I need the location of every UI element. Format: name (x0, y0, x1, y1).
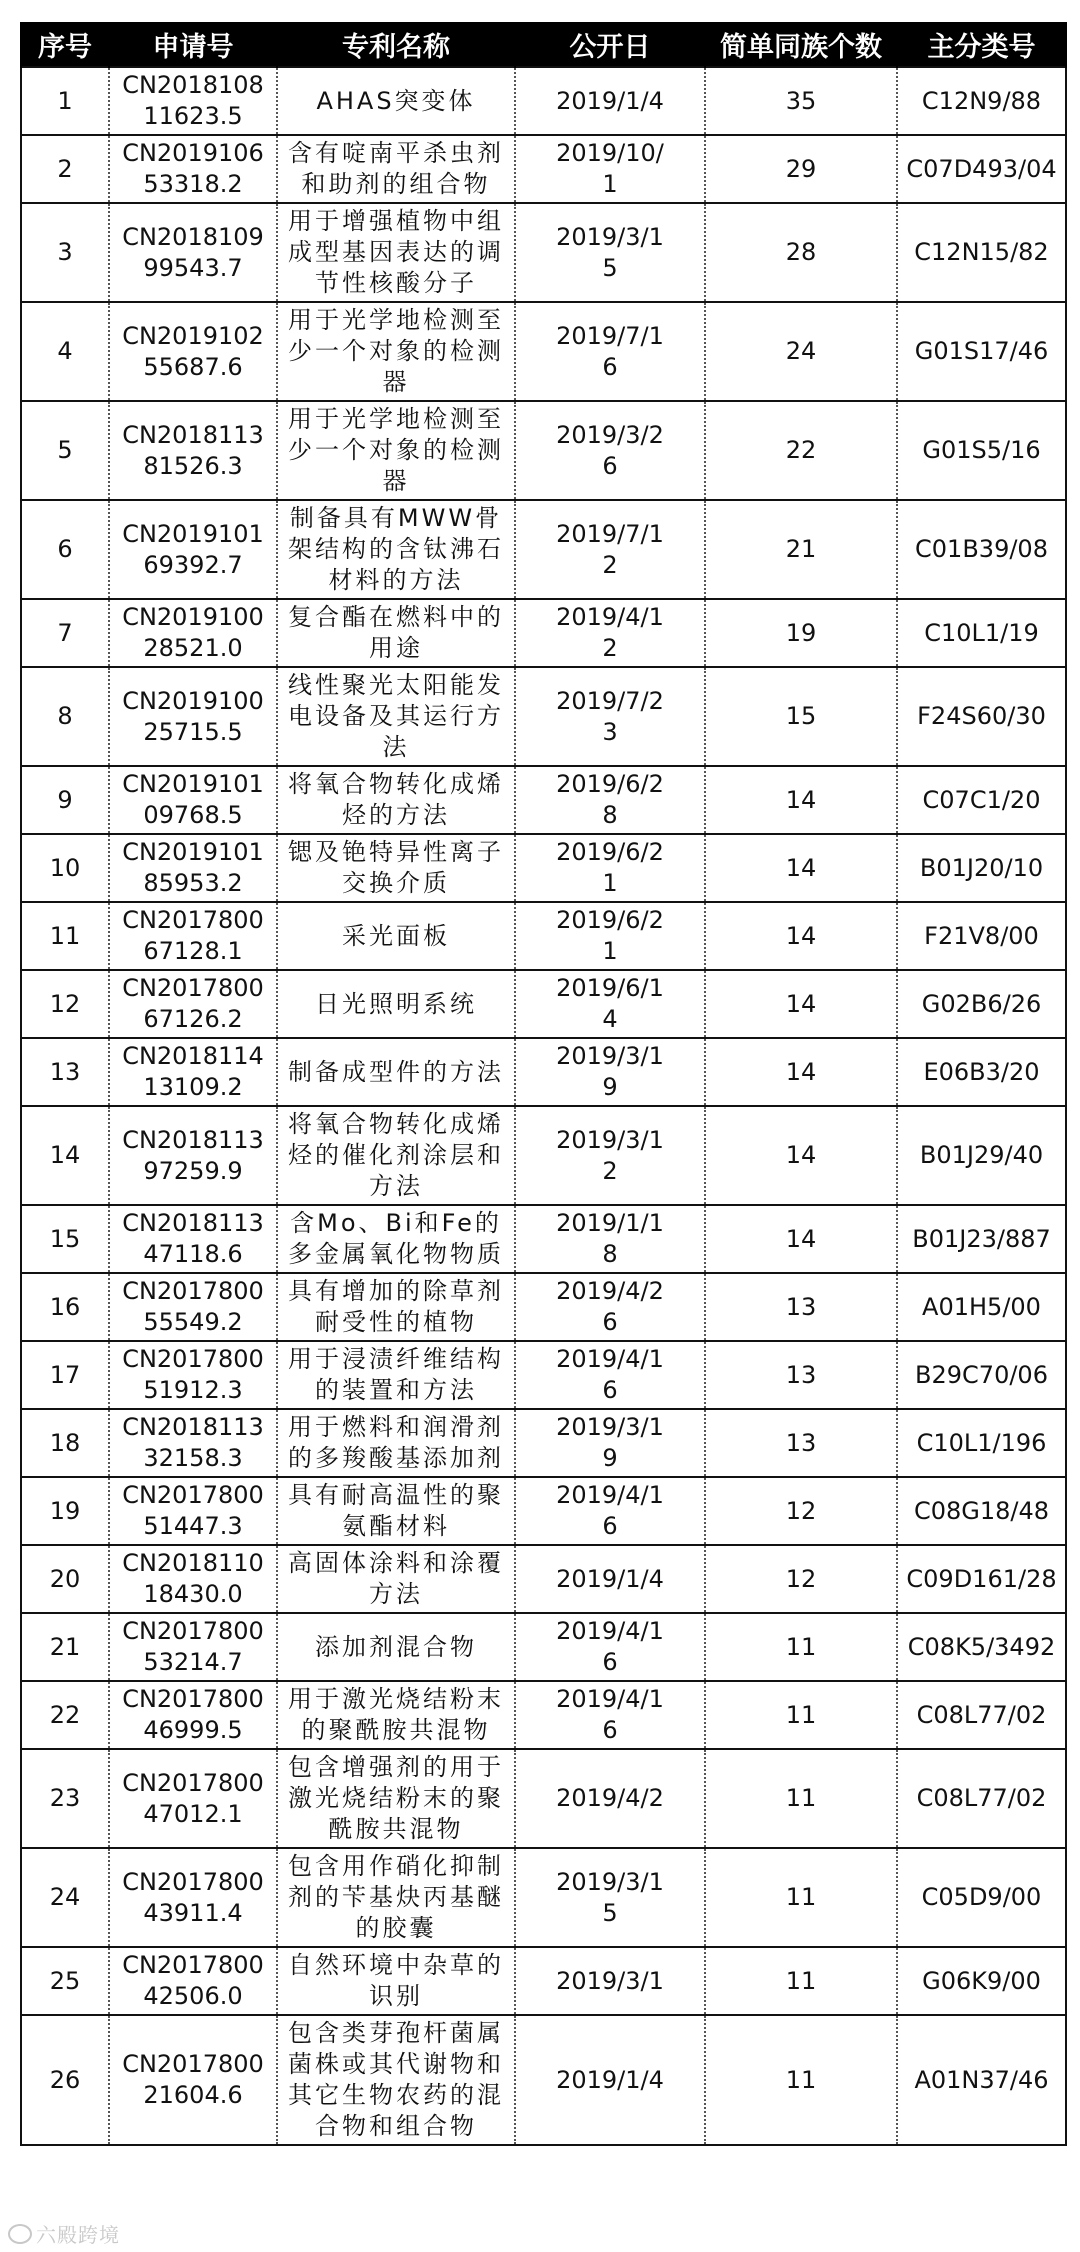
cell-family-count: 11 (705, 1947, 897, 2015)
table-row (21, 1545, 1066, 1613)
cell-application-number: CN201811381526.3 (109, 401, 277, 500)
cell-application-number: CN201810811623.5 (109, 67, 277, 135)
cell-index: 19 (21, 1477, 109, 1545)
cell-application-number: CN201810999543.7 (109, 203, 277, 302)
table-row (21, 1477, 1066, 1545)
cell-application-number: CN201780053214.7 (109, 1613, 277, 1681)
cell-main-class: C07D493/04 (897, 135, 1066, 203)
cell-publication-date: 2019/3/1 (515, 1947, 705, 2015)
cell-application-number: CN201780067128.1 (109, 902, 277, 970)
cell-publication-date: 2019/4/26 (515, 1273, 705, 1341)
cell-family-count: 24 (705, 302, 897, 401)
cell-index: 6 (21, 500, 109, 599)
cell-patent-name: 自然环境中杂草的识别 (277, 1947, 515, 2015)
cell-main-class: C08L77/02 (897, 1681, 1066, 1749)
header-index: 序号 (21, 22, 109, 67)
watermark-logo-icon (8, 2224, 32, 2244)
cell-publication-date: 2019/6/21 (515, 902, 705, 970)
cell-patent-name: AHAS突变体 (277, 67, 515, 135)
cell-application-number: CN201910025715.5 (109, 667, 277, 766)
cell-publication-date: 2019/3/15 (515, 1848, 705, 1947)
watermark-text: 六殿跨境 (36, 2223, 120, 2247)
cell-patent-name: 具有耐高温性的聚氨酯材料 (277, 1477, 515, 1545)
table-row (21, 1613, 1066, 1681)
table-row (21, 1038, 1066, 1106)
cell-main-class: G06K9/00 (897, 1947, 1066, 2015)
header-row (21, 22, 1066, 67)
cell-publication-date: 2019/4/16 (515, 1341, 705, 1409)
cell-patent-name: 制备成型件的方法 (277, 1038, 515, 1106)
cell-index: 7 (21, 599, 109, 667)
cell-publication-date: 2019/1/4 (515, 2015, 705, 2145)
table-row (21, 1106, 1066, 1205)
cell-main-class: A01H5/00 (897, 1273, 1066, 1341)
cell-application-number: CN201780046999.5 (109, 1681, 277, 1749)
cell-publication-date: 2019/1/18 (515, 1205, 705, 1273)
cell-application-number: CN201910255687.6 (109, 302, 277, 401)
cell-main-class: A01N37/46 (897, 2015, 1066, 2145)
cell-family-count: 22 (705, 401, 897, 500)
cell-publication-date: 2019/6/28 (515, 766, 705, 834)
table-row (21, 1947, 1066, 2015)
cell-main-class: F24S60/30 (897, 667, 1066, 766)
cell-main-class: C05D9/00 (897, 1848, 1066, 1947)
cell-index: 1 (21, 67, 109, 135)
cell-application-number: CN201780042506.0 (109, 1947, 277, 2015)
cell-index: 20 (21, 1545, 109, 1613)
cell-application-number: CN201780047012.1 (109, 1749, 277, 1848)
header-main-class: 主分类号 (897, 22, 1066, 67)
cell-family-count: 14 (705, 1205, 897, 1273)
cell-publication-date: 2019/7/12 (515, 500, 705, 599)
cell-patent-name: 将氧合物转化成烯烃的方法 (277, 766, 515, 834)
patent-table (20, 22, 1067, 2146)
cell-main-class: C07C1/20 (897, 766, 1066, 834)
cell-index: 14 (21, 1106, 109, 1205)
cell-index: 24 (21, 1848, 109, 1947)
cell-patent-name: 用于增强植物中组成型基因表达的调节性核酸分子 (277, 203, 515, 302)
header-patent-name: 专利名称 (277, 22, 515, 67)
cell-main-class: C08L77/02 (897, 1749, 1066, 1848)
cell-index: 13 (21, 1038, 109, 1106)
cell-main-class: G02B6/26 (897, 970, 1066, 1038)
cell-main-class: F21V8/00 (897, 902, 1066, 970)
cell-index: 12 (21, 970, 109, 1038)
cell-main-class: G01S5/16 (897, 401, 1066, 500)
cell-application-number: CN201910653318.2 (109, 135, 277, 203)
table-row (21, 970, 1066, 1038)
cell-publication-date: 2019/7/16 (515, 302, 705, 401)
cell-application-number: CN201780055549.2 (109, 1273, 277, 1341)
cell-main-class: C01B39/08 (897, 500, 1066, 599)
cell-publication-date: 2019/4/16 (515, 1681, 705, 1749)
cell-patent-name: 锶及铯特异性离子交换介质 (277, 834, 515, 902)
cell-patent-name: 日光照明系统 (277, 970, 515, 1038)
cell-application-number: CN201910185953.2 (109, 834, 277, 902)
cell-patent-name: 添加剂混合物 (277, 1613, 515, 1681)
cell-main-class: B29C70/06 (897, 1341, 1066, 1409)
cell-publication-date: 2019/4/12 (515, 599, 705, 667)
cell-main-class: C10L1/196 (897, 1409, 1066, 1477)
cell-main-class: C09D161/28 (897, 1545, 1066, 1613)
table-row (21, 135, 1066, 203)
header-family-count: 简单同族个数 (705, 22, 897, 67)
table-body (21, 67, 1066, 2145)
table-row (21, 67, 1066, 135)
cell-family-count: 15 (705, 667, 897, 766)
cell-family-count: 21 (705, 500, 897, 599)
table-row (21, 1681, 1066, 1749)
cell-family-count: 12 (705, 1545, 897, 1613)
cell-patent-name: 具有增加的除草剂耐受性的植物 (277, 1273, 515, 1341)
cell-main-class: B01J23/887 (897, 1205, 1066, 1273)
table-row (21, 1273, 1066, 1341)
cell-publication-date: 2019/1/4 (515, 67, 705, 135)
cell-application-number: CN201780021604.6 (109, 2015, 277, 2145)
cell-patent-name: 将氧合物转化成烯烃的催化剂涂层和方法 (277, 1106, 515, 1205)
cell-publication-date: 2019/4/16 (515, 1613, 705, 1681)
cell-application-number: CN201780051912.3 (109, 1341, 277, 1409)
cell-publication-date: 2019/3/19 (515, 1038, 705, 1106)
cell-family-count: 11 (705, 1681, 897, 1749)
cell-application-number: CN201811397259.9 (109, 1106, 277, 1205)
cell-family-count: 14 (705, 970, 897, 1038)
cell-index: 3 (21, 203, 109, 302)
cell-application-number: CN201811018430.0 (109, 1545, 277, 1613)
cell-publication-date: 2019/4/16 (515, 1477, 705, 1545)
cell-family-count: 13 (705, 1341, 897, 1409)
cell-patent-name: 包含用作硝化抑制剂的苄基炔丙基醚的胶囊 (277, 1848, 515, 1947)
cell-index: 9 (21, 766, 109, 834)
cell-family-count: 12 (705, 1477, 897, 1545)
header-publication-date: 公开日 (515, 22, 705, 67)
cell-index: 25 (21, 1947, 109, 2015)
cell-family-count: 11 (705, 2015, 897, 2145)
table-row (21, 1409, 1066, 1477)
cell-publication-date: 2019/3/15 (515, 203, 705, 302)
table-row (21, 2015, 1066, 2145)
cell-patent-name: 含有啶南平杀虫剂和助剂的组合物 (277, 135, 515, 203)
cell-publication-date: 2019/3/12 (515, 1106, 705, 1205)
cell-family-count: 13 (705, 1409, 897, 1477)
cell-family-count: 19 (705, 599, 897, 667)
cell-patent-name: 用于激光烧结粉末的聚酰胺共混物 (277, 1681, 515, 1749)
table-row (21, 1205, 1066, 1273)
cell-main-class: C08K5/3492 (897, 1613, 1066, 1681)
cell-application-number: CN201780043911.4 (109, 1848, 277, 1947)
cell-index: 26 (21, 2015, 109, 2145)
cell-patent-name: 用于光学地检测至少一个对象的检测器 (277, 302, 515, 401)
cell-index: 21 (21, 1613, 109, 1681)
cell-family-count: 29 (705, 135, 897, 203)
cell-publication-date: 2019/1/4 (515, 1545, 705, 1613)
cell-patent-name: 高固体涂料和涂覆方法 (277, 1545, 515, 1613)
cell-index: 4 (21, 302, 109, 401)
cell-index: 16 (21, 1273, 109, 1341)
cell-publication-date: 2019/6/14 (515, 970, 705, 1038)
cell-patent-name: 线性聚光太阳能发电设备及其运行方法 (277, 667, 515, 766)
cell-application-number: CN201910109768.5 (109, 766, 277, 834)
cell-application-number: CN201811347118.6 (109, 1205, 277, 1273)
cell-patent-name: 包含类芽孢杆菌属菌株或其代谢物和其它生物农药的混合物和组合物 (277, 2015, 515, 2145)
cell-patent-name: 包含增强剂的用于激光烧结粉末的聚酰胺共混物 (277, 1749, 515, 1848)
cell-patent-name: 用于浸渍纤维结构的装置和方法 (277, 1341, 515, 1409)
cell-family-count: 11 (705, 1848, 897, 1947)
cell-main-class: G01S17/46 (897, 302, 1066, 401)
cell-index: 11 (21, 902, 109, 970)
cell-index: 23 (21, 1749, 109, 1848)
cell-index: 2 (21, 135, 109, 203)
cell-patent-name: 采光面板 (277, 902, 515, 970)
cell-application-number: CN201780051447.3 (109, 1477, 277, 1545)
cell-index: 5 (21, 401, 109, 500)
cell-family-count: 14 (705, 1038, 897, 1106)
cell-family-count: 11 (705, 1749, 897, 1848)
watermark (8, 2219, 120, 2248)
cell-publication-date: 2019/4/2 (515, 1749, 705, 1848)
header-application-number: 申请号 (109, 22, 277, 67)
cell-main-class: C08G18/48 (897, 1477, 1066, 1545)
cell-patent-name: 含Mo、Bi和Fe的多金属氧化物物质 (277, 1205, 515, 1273)
table-row (21, 1848, 1066, 1947)
table-row (21, 302, 1066, 401)
cell-publication-date: 2019/6/21 (515, 834, 705, 902)
table-row (21, 834, 1066, 902)
table-row (21, 1749, 1066, 1848)
cell-family-count: 11 (705, 1613, 897, 1681)
cell-family-count: 13 (705, 1273, 897, 1341)
cell-publication-date: 2019/7/23 (515, 667, 705, 766)
cell-family-count: 14 (705, 1106, 897, 1205)
cell-application-number: CN201910169392.7 (109, 500, 277, 599)
cell-family-count: 14 (705, 766, 897, 834)
cell-family-count: 14 (705, 834, 897, 902)
cell-application-number: CN201910028521.0 (109, 599, 277, 667)
cell-publication-date: 2019/10/1 (515, 135, 705, 203)
cell-index: 10 (21, 834, 109, 902)
table-row (21, 667, 1066, 766)
table-row (21, 500, 1066, 599)
cell-patent-name: 用于燃料和润滑剂的多羧酸基添加剂 (277, 1409, 515, 1477)
cell-application-number: CN201811332158.3 (109, 1409, 277, 1477)
cell-patent-name: 制备具有MWW骨架结构的含钛沸石材料的方法 (277, 500, 515, 599)
cell-publication-date: 2019/3/19 (515, 1409, 705, 1477)
cell-patent-name: 复合酯在燃料中的用途 (277, 599, 515, 667)
cell-main-class: B01J29/40 (897, 1106, 1066, 1205)
table-row (21, 599, 1066, 667)
cell-patent-name: 用于光学地检测至少一个对象的检测器 (277, 401, 515, 500)
cell-main-class: C12N15/82 (897, 203, 1066, 302)
cell-index: 18 (21, 1409, 109, 1477)
cell-index: 22 (21, 1681, 109, 1749)
cell-application-number: CN201811413109.2 (109, 1038, 277, 1106)
table-row (21, 766, 1066, 834)
cell-index: 15 (21, 1205, 109, 1273)
table-row (21, 401, 1066, 500)
cell-main-class: C12N9/88 (897, 67, 1066, 135)
table-header (21, 22, 1066, 67)
cell-index: 17 (21, 1341, 109, 1409)
cell-main-class: C10L1/19 (897, 599, 1066, 667)
cell-application-number: CN201780067126.2 (109, 970, 277, 1038)
table-row (21, 1341, 1066, 1409)
cell-publication-date: 2019/3/26 (515, 401, 705, 500)
cell-main-class: E06B3/20 (897, 1038, 1066, 1106)
cell-family-count: 35 (705, 67, 897, 135)
cell-family-count: 28 (705, 203, 897, 302)
cell-main-class: B01J20/10 (897, 834, 1066, 902)
table-row (21, 203, 1066, 302)
cell-index: 8 (21, 667, 109, 766)
table-row (21, 902, 1066, 970)
cell-family-count: 14 (705, 902, 897, 970)
